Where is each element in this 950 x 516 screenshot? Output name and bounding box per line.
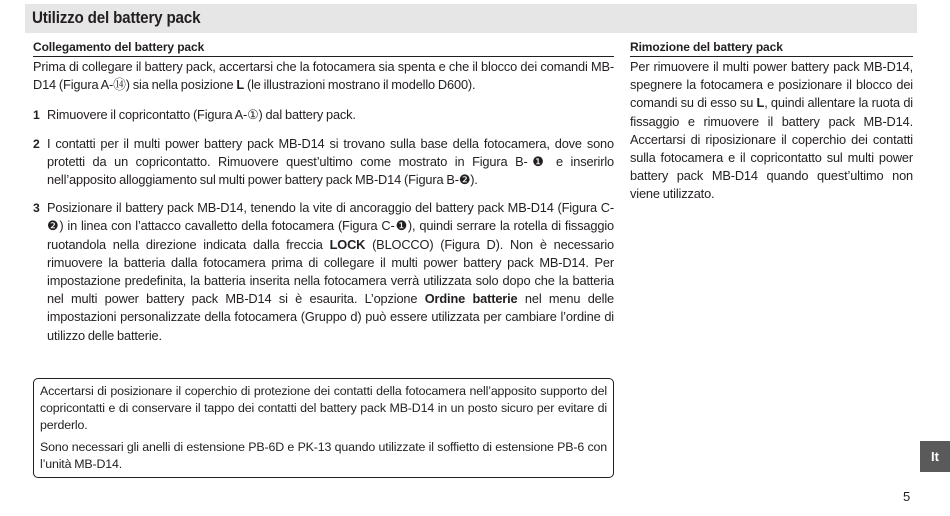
right-column (630, 40, 913, 204)
steps-list (33, 106, 614, 344)
section-heading-attach: Collegamento del battery pack (33, 40, 614, 57)
step-text: Posizionare il battery pack MB-D14, tenendo la vite di ancoraggio del battery pack MB-D14 (Figura C-❷) in linea con l’attacco cavalletto della fotocamera (Figura C-❶), quindi serrare la rotella di fissaggio ruotandola nella direzione indicata dalla freccia LOCK (BLOCCO) (Figura D). Non è necessario rimuovere la batteria dalla fotocamera prima di collegare il multi power battery pack MB-D14. Per impostazione predefinita, la batteria inserita nella fotocamera verrà utilizzata solo dopo che la batteria nel multi power battery pack MB-D14 si è esaurita. L’opzione Ordine batterie nel menu delle impostazioni personalizzate della fotocamera (Gruppo d) può essere utilizzata per cambiare l’ordine di utilizzo delle batterie. (47, 200, 614, 343)
step-number: 1 (33, 108, 40, 123)
step-item (33, 199, 614, 345)
intro-paragraph: Prima di collegare il battery pack, accertarsi che la fotocamera sia spenta e che il blocco dei comandi MB-D14 (Figura A-⑭) sia nella posizione L (le illustrazioni mostrano il modello D600). (33, 59, 614, 93)
left-column (33, 40, 614, 355)
step-number: 2 (33, 136, 40, 151)
note-paragraph: Sono necessari gli anelli di estensione PB-6D e PK-13 quando utilizzate il soffietto di estensione PB-6 con l’unità MB-D14. (40, 440, 607, 471)
title-bar (25, 4, 917, 33)
step-item (33, 135, 614, 190)
page-title: Utilizzo del battery pack (32, 9, 201, 27)
step-text: I contatti per il multi power battery pack MB-D14 si trovano sulla base della fotocamera, dove sono protetti da un copricontatto. Rimuovere quest’ultimo come mostrato in Figura B-❶ e inserirlo nell’apposito alloggiamento sul multi power battery pack MB-D14 (Figura B-❷). (47, 135, 614, 188)
remove-paragraph: Per rimuovere il multi power battery pack MB-D14, spegnere la fotocamera e posizionare il blocco dei comandi su di esso su L, quindi allentare la ruota di fissaggio e rimuovere il battery pack MB-D14. Accertarsi di riposizionare il coperchio dei contatti sulla fotocamera e il copricontatto sul multi power battery pack MB-D14 quando quest’ultimo non viene utilizzato. (630, 59, 913, 202)
page-number: 5 (903, 489, 911, 504)
step-number: 3 (33, 201, 40, 216)
step-item (33, 106, 614, 124)
note-paragraph: Accertarsi di posizionare il coperchio di protezione dei contatti della fotocamera nell’apposito supporto del copricontatti e di conservare il tappo dei contatti del battery pack MB-D14 in un posto sicuro per evitare di perderlo. (40, 384, 607, 432)
step-text: Rimuovere il copricontatto (Figura A-①) dal battery pack. (47, 107, 356, 123)
note-box (33, 378, 614, 478)
language-tab: It (920, 441, 950, 472)
section-heading-remove: Rimozione del battery pack (630, 40, 913, 57)
